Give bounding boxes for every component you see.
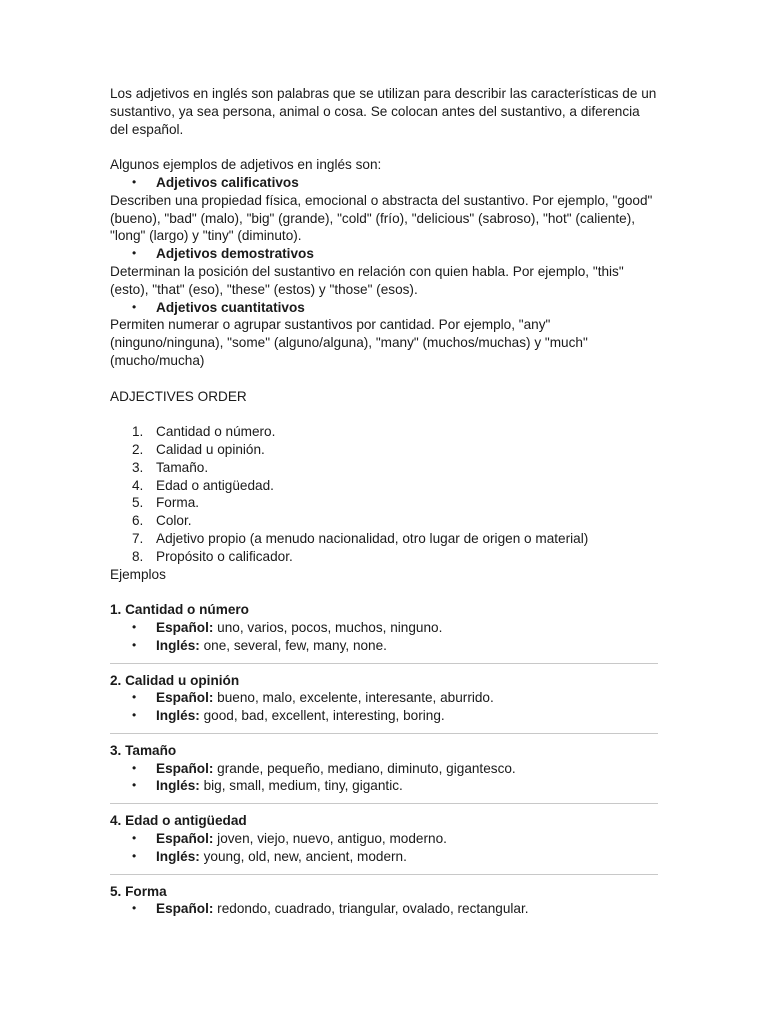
order-heading: ADJECTIVES ORDER [110,388,247,404]
order-list [110,423,658,565]
section-title: 1. Cantidad o número [110,602,249,618]
section-title: 5. Forma [110,883,167,899]
list-item: • Español: redondo, cuadrado, triangular, ovalado, rectangular. [110,900,658,918]
type-description: Determinan la posición del sustantivo en relación con quien habla. Por ejemplo, "this" (esto), "that" (eso), "these" (estos) y "those" (esos). [110,263,624,297]
section-title: 3. Tamaño [110,742,177,758]
order-item: 2. Calidad u opinión. [132,441,265,457]
section-title: 2. Calidad u opinión [110,672,240,688]
section-list [110,689,658,725]
list-item: • Inglés: young, old, new, ancient, modern. [110,848,658,866]
section-list [110,619,658,655]
list-item [110,245,658,263]
list-item: • Inglés: good, bad, excellent, interesting, boring. [110,707,658,725]
type-description: Permiten numerar o agrupar sustantivos por cantidad. Por ejemplo, "any" (ninguno/ninguna), "some" (alguno/alguna), "many" (muchos/muchas) y "much" (mucho/mucha) [110,317,588,368]
section-list [110,830,658,866]
type-2-list [110,245,658,263]
order-item: 8. Propósito o calificador. [132,548,293,564]
type-title: Adjetivos cuantitativos [156,299,305,315]
order-item: 1. Cantidad o número. [132,424,276,440]
section-list [110,760,658,796]
list-item [110,299,658,317]
section-title: 4. Edad o antigüedad [110,813,247,829]
order-item: 4. Edad o antigüedad. [132,477,274,493]
divider [110,663,658,664]
list-item: • Español: bueno, malo, excelente, interesante, aburrido. [110,689,658,707]
list-item: • Inglés: big, small, medium, tiny, gigantic. [110,777,658,795]
order-item: 7. Adjetivo propio (a menudo nacionalidad, otro lugar de origen o material) [132,530,589,546]
section-list [110,900,658,918]
list-item: • Inglés: one, several, few, many, none. [110,637,658,655]
order-item: 5. Forma. [132,495,200,511]
list-item: • Español: joven, viejo, nuevo, antiguo, moderno. [110,830,658,848]
type-3-list [110,299,658,317]
list-item [110,174,658,192]
list-item: • Español: uno, varios, pocos, muchos, ninguno. [110,619,658,637]
order-item: 6. Color. [132,513,192,529]
examples-label: Ejemplos [110,566,166,582]
document-body [110,85,658,918]
type-title: Adjetivos demostrativos [156,246,314,262]
divider [110,803,658,804]
examples-lead: Algunos ejemplos de adjetivos en inglés son: [110,157,382,173]
type-1-list [110,174,658,192]
type-description: Describen una propiedad física, emocional o abstracta del sustantivo. Por ejemplo, "good" (bueno), "bad" (malo), "big" (grande), "cold" (frío), "delicious" (sabroso), "hot" (caliente), "long" (largo) y "tiny" (diminuto). [110,192,653,244]
list-item: • Español: grande, pequeño, mediano, diminuto, gigantesco. [110,760,658,778]
intro-paragraph: Los adjetivos en inglés son palabras que se utilizan para describir las características de un sustantivo, ya sea persona, animal o cosa. Se colocan antes del sustantivo, a diferencia del español. [110,86,657,137]
order-item: 3. Tamaño. [132,459,209,475]
divider [110,733,658,734]
divider [110,874,658,875]
type-title: Adjetivos calificativos [156,174,299,190]
